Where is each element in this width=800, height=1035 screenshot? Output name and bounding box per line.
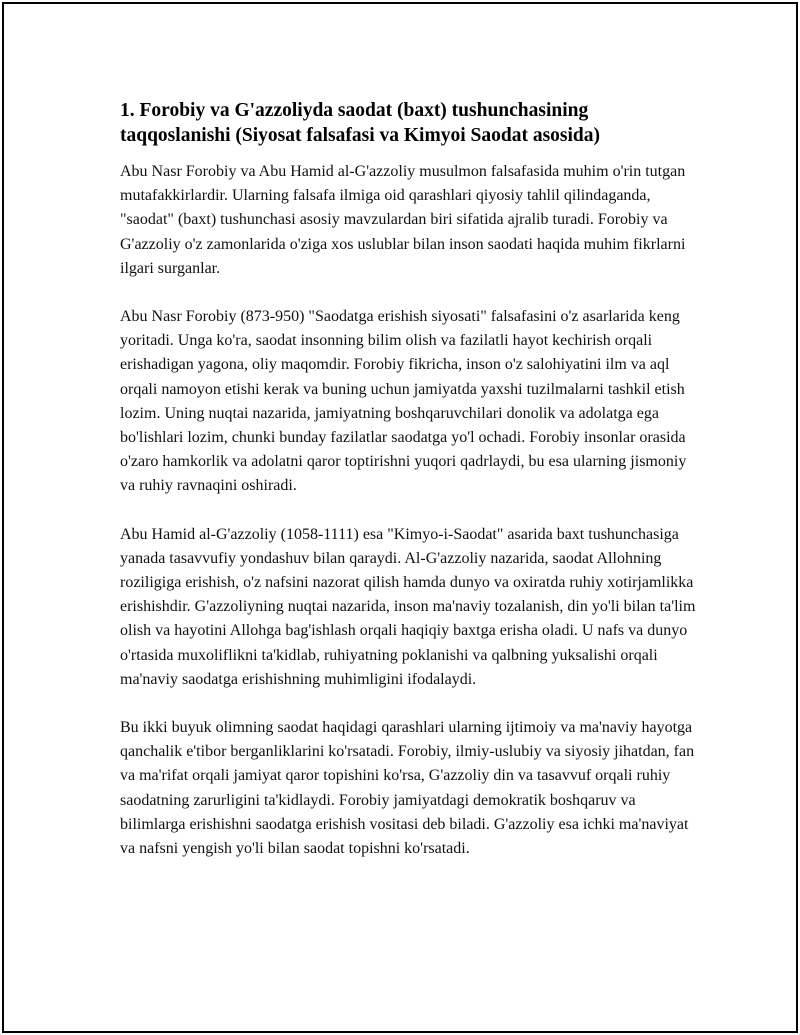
paragraph-forobiy: Abu Nasr Forobiy (873-950) "Saodatga erishish siyosati" falsafasini o'z asarlarida keng yoritadi. Unga ko'ra, saodat insonning bilim olish va fazilatli hayot kechirish orqali erishadigan yagona, oliy maqomdir. Forobiy fikricha, inson o'z salohiyatini ilm va aql orqali namoyon etishi kerak va buning uchun jamiyatda yaxshi tuzilmalarni tashkil etish lozim. Uning nuqtai nazarida, jamiyatning boshqaruvchilari donolik va adolatga ega bo'lishlari lozim, chunki bunday fazilatlar saodatga yo'l ochadi. Forobiy insonlar orasida o'zaro hamkorlik va adolatni qaror toptirishni yuqori qadrlaydi, bu esa ularning jismoniy va ruhiy ravnaqini oshiradi. (120, 308, 687, 495)
paragraph-gazzoliy: Abu Hamid al-G'azzoliy (1058-1111) esa "Kimyo-i-Saodat" asarida baxt tushunchasiga yanada tasavvufiy yondashuv bilan qaraydi. Al-G'azzoliy nazarida, saodat Allohning roziligiga erishish, o'z nafsini nazorat qilish hamda dunyo va oxiratda ruhiy xotirjamlikka erishishdir. G'azzoliyning nuqtai nazarida, inson ma'naviy tozalanish, din yo'li bilan ta'lim olish va hayotini Allohga bag'ishlash orqali haqiqiy baxtga erisha oladi. U nafs va dunyo o'rtasida muxoliflikni ta'kidlab, ruhiyatning poklanishi va qalbning yuksalishi orqali ma'naviy saodatga erishishning muhimligini ifodalaydi. (120, 525, 696, 688)
page-frame (2, 2, 798, 1033)
page-title: 1. Forobiy va G'azzoliyda saodat (baxt) tushunchasining taqqoslanishi (Siyosat falsafasi va Kimyoi Saodat asosida) (120, 100, 601, 146)
paragraph-comparison: Bu ikki buyuk olimning saodat haqidagi qarashlari ularning ijtimoiy va ma'naviy hayotga qanchalik e'tibor berganliklarini ko'rsatadi. Forobiy, ilmiy-uslubiy va siyosiy jihatdan, fan va ma'rifat orqali jamiyat qaror topishini ko'rsa, G'azzoliy din va tasavvuf orqali ruhiy saodatning zarurligini ta'kidlaydi. Forobiy jamiyatdagi demokratik boshqaruv va bilimlarga erishishni saodatga erishish vositasi deb biladi. G'azzoliy esa ichki ma'naviyat va nafsni yengish yo'li bilan saodat topishni ko'rsatadi. (120, 719, 695, 858)
paragraph-intro: Abu Nasr Forobiy va Abu Hamid al-G'azzoliy musulmon falsafasida muhim o'rin tutgan mutafakkirlardir. Ularning falsafa ilmiga oid qarashlari qiyosiy tahlil qilindaganda, "saodat" (baxt) tushunchasi asosiy mavzulardan biri sifatida ajralib turadi. Forobiy va G'azzoliy o'z zamonlarida o'ziga xos uslublar bilan inson saodati haqida muhim fikrlarni ilgari surganlar. (120, 163, 686, 277)
document-body (120, 98, 696, 861)
